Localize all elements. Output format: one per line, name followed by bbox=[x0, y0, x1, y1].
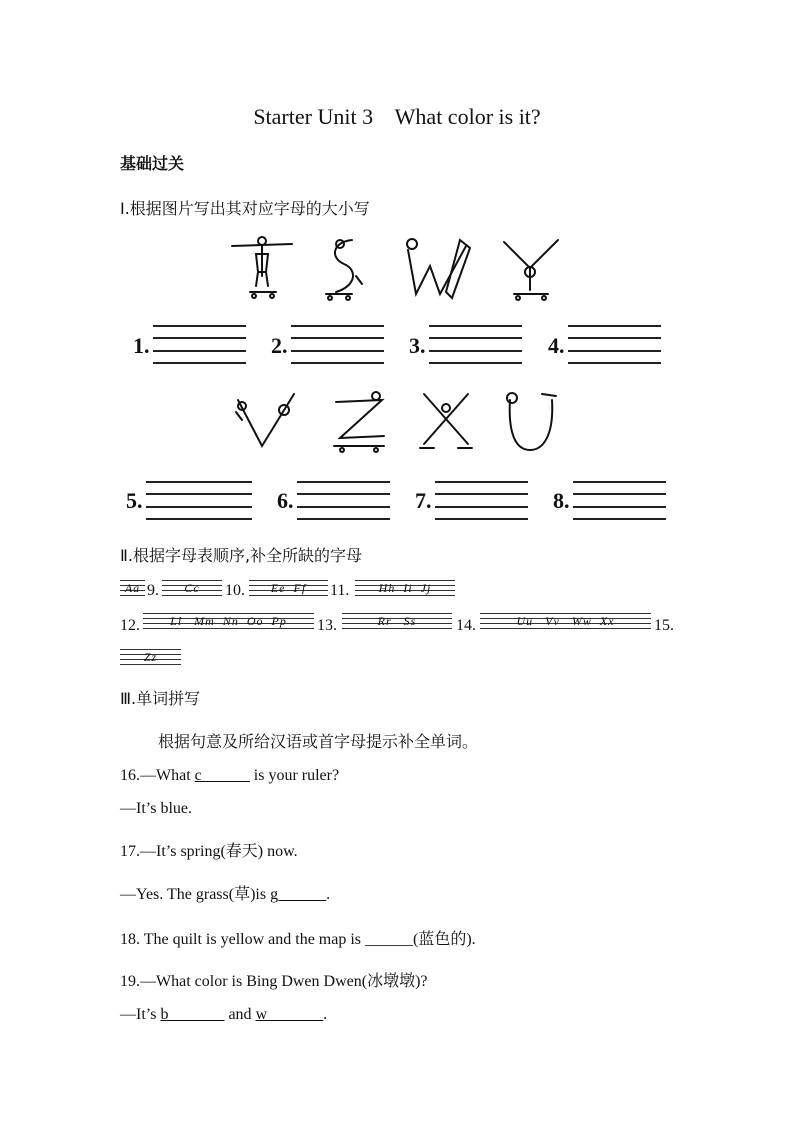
writing-grid[interactable] bbox=[429, 325, 522, 364]
question-18: 18. The quilt is yellow and the map is ______(蓝色的). bbox=[120, 931, 476, 948]
item-label: 12. bbox=[120, 617, 140, 634]
letter-grid[interactable] bbox=[143, 613, 314, 629]
question-text: —Yes. The grass(草)is bbox=[120, 886, 271, 903]
skater-letter-s-icon bbox=[322, 236, 366, 302]
question-text: —It’s bbox=[120, 1006, 161, 1023]
answer-17 bbox=[120, 881, 330, 904]
letter-grid[interactable] bbox=[355, 580, 455, 596]
answer-19 bbox=[120, 1006, 327, 1024]
letter-grid[interactable] bbox=[342, 613, 452, 629]
question-number: 8. bbox=[553, 488, 570, 513]
item-label: 14. bbox=[456, 617, 476, 634]
answer-blank[interactable]: w_______ bbox=[255, 1006, 324, 1023]
writing-grid[interactable] bbox=[146, 481, 252, 520]
given-letters: Ll Mm Nn Oo Pp bbox=[170, 613, 287, 628]
question-16 bbox=[120, 767, 339, 785]
skater-letter-y-icon bbox=[500, 236, 564, 302]
question-number: 6. bbox=[277, 488, 294, 513]
skater-letter-t-icon bbox=[228, 236, 296, 302]
question-number: 7. bbox=[415, 488, 432, 513]
question-number: 3. bbox=[409, 333, 426, 358]
writing-grid[interactable] bbox=[153, 325, 246, 364]
writing-grid[interactable] bbox=[297, 481, 390, 520]
skater-letter-w-icon bbox=[400, 236, 472, 302]
section-1-title: Ⅰ.根据图片写出其对应字母的大小写 bbox=[120, 199, 370, 218]
skater-letter-z-icon bbox=[330, 390, 390, 456]
writing-grid[interactable] bbox=[435, 481, 528, 520]
given-letters: Ee Ff bbox=[270, 580, 307, 595]
section-heading: 基础过关 bbox=[120, 154, 185, 173]
item-label: 15. bbox=[654, 617, 674, 634]
given-letters: Cc bbox=[184, 580, 200, 595]
given-letters: Zz bbox=[143, 649, 158, 664]
skater-letter-v-icon bbox=[232, 390, 298, 456]
skater-letter-x-icon bbox=[418, 390, 474, 456]
question-text: . bbox=[326, 886, 331, 903]
answer-blank[interactable]: b_______ bbox=[160, 1006, 225, 1023]
question-text: and bbox=[224, 1006, 256, 1023]
page-title: Starter Unit 3 What color is it? bbox=[253, 104, 541, 129]
question-text: 16.—What bbox=[120, 767, 195, 784]
item-label: 13. bbox=[317, 617, 337, 634]
given-letters: Hh Ii Jj bbox=[378, 580, 432, 595]
question-17: 17.—It’s spring(春天) now. bbox=[120, 843, 298, 860]
letter-grid[interactable] bbox=[480, 613, 651, 629]
letter-grid bbox=[120, 580, 145, 596]
item-label: 11. bbox=[330, 582, 350, 599]
question-19: 19.—What color is Bing Dwen Dwen(冰墩墩)? bbox=[120, 973, 428, 990]
question-number: 1. bbox=[133, 333, 150, 358]
writing-grid[interactable] bbox=[573, 481, 666, 520]
section-2-title: Ⅱ.根据字母表顺序,补全所缺的字母 bbox=[120, 546, 363, 565]
question-number: 4. bbox=[548, 333, 565, 358]
answer-16: —It’s blue. bbox=[120, 800, 192, 817]
writing-grid[interactable] bbox=[291, 325, 384, 364]
item-label: 9. bbox=[147, 582, 159, 599]
question-number: 2. bbox=[271, 333, 288, 358]
answer-blank[interactable]: c______ bbox=[194, 767, 250, 784]
question-text: . bbox=[323, 1006, 328, 1023]
question-text: is your ruler? bbox=[249, 767, 340, 784]
given-letters: Uu Vv Ww Xx bbox=[516, 613, 615, 628]
given-letters: Rr Ss bbox=[377, 613, 417, 628]
answer-blank[interactable]: g______ bbox=[270, 886, 327, 903]
question-number: 5. bbox=[126, 488, 143, 513]
instruction: 根据句意及所给汉语或首字母提示补全单词。 bbox=[158, 732, 479, 751]
letter-grid[interactable] bbox=[249, 580, 328, 596]
skater-letter-u-icon bbox=[500, 390, 560, 456]
section-3-title: Ⅲ.单词拼写 bbox=[120, 689, 201, 708]
letter-grid[interactable] bbox=[162, 580, 222, 596]
item-label: 10. bbox=[225, 582, 245, 599]
letter-grid[interactable] bbox=[120, 649, 181, 665]
writing-grid[interactable] bbox=[568, 325, 661, 364]
given-letters: Aa bbox=[124, 580, 141, 595]
